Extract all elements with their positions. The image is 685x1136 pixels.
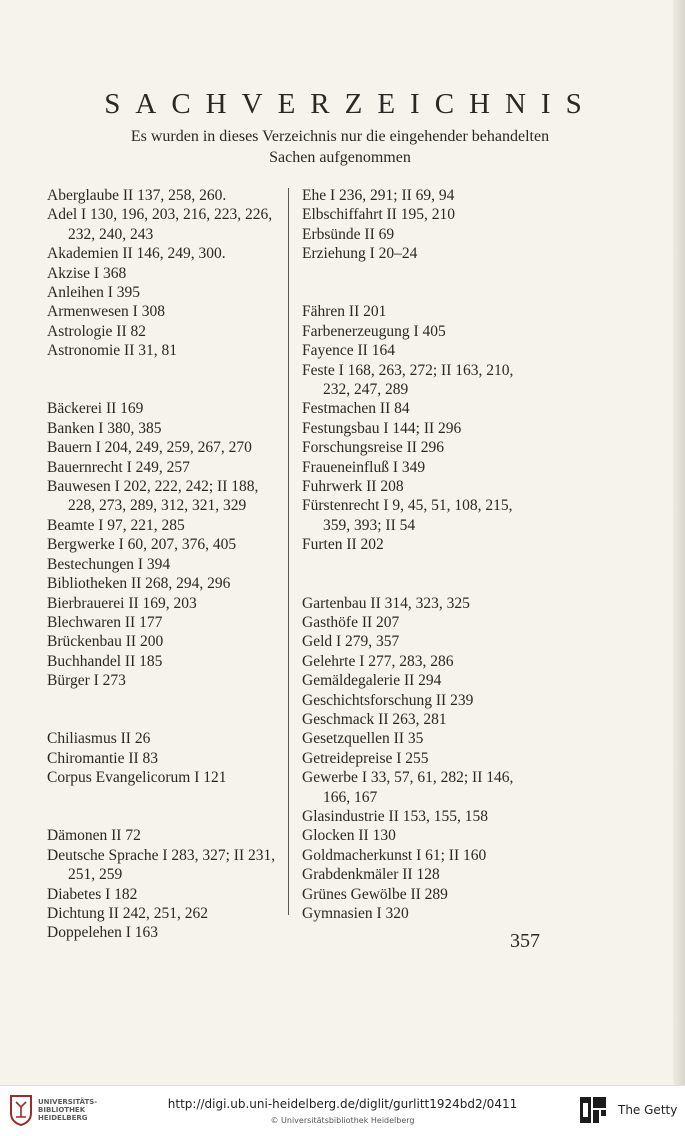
getty-logo-icon <box>578 1095 608 1125</box>
index-entry: Gemäldegalerie II 294 <box>302 672 442 690</box>
copyright-notice: © Universitätsbibliothek Heidelberg <box>270 1116 415 1125</box>
page-title: SACHVERZEICHNIS <box>104 88 597 120</box>
index-entry: Feste I 168, 263, 272; II 163, 210, 232, 247, 289 <box>302 361 514 399</box>
viewer-footer <box>0 1085 685 1136</box>
index-entry: Bibliotheken II 268, 294, 296 <box>47 575 231 593</box>
permalink-url[interactable]: http://digi.ub.uni-heidelberg.de/diglit/gurlitt1924bd2/0411 <box>167 1097 518 1111</box>
index-entry: Elbschiffahrt II 195, 210 <box>302 206 455 224</box>
index-entry: Bauwesen I 202, 222, 242; II 188, 228, 273, 289, 312, 321, 329 <box>47 478 259 515</box>
index-entry: Bierbrauerei II 169, 203 <box>47 594 197 612</box>
index-entry: Diabetes I 182 <box>47 885 138 903</box>
index-entry: Akademien II 146, 249, 300. <box>47 245 226 263</box>
index-entry: Astrologie II 82 <box>47 322 147 340</box>
index-entry: Geschmack II 263, 281 <box>302 710 447 728</box>
index-entry: Glasindustrie II 153, 155, 158 <box>302 807 488 825</box>
index-entry: Glocken II 130 <box>302 827 396 845</box>
subtitle <box>40 126 640 168</box>
index-entry: Erziehung I 20–24 <box>302 245 418 263</box>
index-entry: Gewerbe I 33, 57, 61, 282; II 146, 166, 167 <box>302 769 514 806</box>
index-entry: Dichtung II 242, 251, 262 <box>47 904 209 922</box>
index-entry: Getreidepreise I 255 <box>302 749 429 767</box>
index-entry: Erbsünde II 69 <box>302 225 395 243</box>
index-entry: Bestechungen I 394 <box>47 555 171 573</box>
index-entry: Ehe I 236, 291; II 69, 94 <box>302 187 455 204</box>
index-entry: Festmachen II 84 <box>302 400 410 418</box>
index-entry: Fuhrwerk II 208 <box>302 478 404 496</box>
index-entry: Chiliasmus II 26 <box>47 730 151 748</box>
index-entry: Gartenbau II 314, 323, 325 <box>302 594 470 612</box>
index-entry: Festungsbau I 144; II 296 <box>302 419 462 437</box>
index-entry: Gymnasien I 320 <box>302 905 409 922</box>
index-entry: Brückenbau II 200 <box>47 633 164 651</box>
institution-line: BIBLIOTHEK <box>38 1106 86 1114</box>
index-entry: Bürger I 273 <box>47 672 126 690</box>
page-edge <box>673 0 685 1085</box>
index-entry: Doppelehen I 163 <box>47 924 159 942</box>
column-divider <box>288 188 289 915</box>
subtitle-line-1: Es wurden in dieses Verzeichnis nur die eingehender behandelten <box>130 128 550 145</box>
index-entry: Forschungsreise II 296 <box>302 439 445 457</box>
section-gap <box>302 264 542 303</box>
index-entry: Akzise I 368 <box>47 264 127 282</box>
section-gap <box>47 788 283 827</box>
index-column-right <box>302 186 542 923</box>
section-gap <box>47 691 283 730</box>
index-entry: Dämonen II 72 <box>47 827 141 845</box>
index-entry: Goldmacherkunst I 61; II 160 <box>302 846 487 864</box>
index-entry: Gesetzquellen II 35 <box>302 730 424 748</box>
index-entry: Geschichtsforschung II 239 <box>302 691 474 709</box>
index-entry: Gelehrte I 277, 283, 286 <box>302 652 454 670</box>
index-entry: Fraueneinfluß I 349 <box>302 458 426 476</box>
page-number: 357 <box>510 930 540 952</box>
subtitle-line-2: Sachen aufgenommen <box>269 149 411 166</box>
index-entry: Farbenerzeugung I 405 <box>302 322 446 340</box>
index-entry: Bäckerei II 169 <box>47 400 144 418</box>
institution-line: HEIDELBERG <box>38 1114 88 1122</box>
index-entry: Bauernrecht I 249, 257 <box>47 458 190 476</box>
index-entry: Banken I 380, 385 <box>47 419 162 437</box>
index-entry: Gasthöfe II 207 <box>302 613 400 631</box>
index-entry: Deutsche Sprache I 283, 327; II 231, 251, 259 <box>47 846 276 884</box>
index-entry: Bauern I 204, 249, 259, 267, 270 <box>47 439 252 457</box>
index-entry: Aberglaube II 137, 258, 260. <box>47 187 227 204</box>
index-entry: Grabdenkmäler II 128 <box>302 866 440 884</box>
index-entry: Furten II 202 <box>302 536 384 554</box>
index-entry: Fähren II 201 <box>302 303 387 321</box>
section-gap <box>47 361 283 400</box>
section-gap <box>302 555 542 594</box>
index-entry: Buchhandel II 185 <box>47 652 163 670</box>
index-entry: Beamte I 97, 221, 285 <box>47 516 185 534</box>
index-entry: Corpus Evangelicorum I 121 <box>47 769 227 787</box>
index-entry: Blechwaren II 177 <box>47 613 163 631</box>
index-entry: Geld I 279, 357 <box>302 633 400 651</box>
index-entry: Grünes Gewölbe II 289 <box>302 885 448 903</box>
index-entry: Fayence II 164 <box>302 342 395 360</box>
index-entry: Anleihen I 395 <box>47 284 140 302</box>
index-entry: Astronomie II 31, 81 <box>47 342 178 360</box>
index-entry: Bergwerke I 60, 207, 376, 405 <box>47 536 237 554</box>
partner-name: The Getty <box>618 1103 678 1117</box>
institution-line: UNIVERSITÄTS- <box>38 1098 98 1106</box>
index-entry: Fürstenrecht I 9, 45, 51, 108, 215, 359, 393; II 54 <box>302 497 513 534</box>
index-entry: Armenwesen I 308 <box>47 303 165 321</box>
index-entry: Chiromantie II 83 <box>47 749 159 767</box>
index-entry: Adel I 130, 196, 203, 216, 223, 226, 232, 240, 243 <box>47 206 273 243</box>
index-column-left <box>47 186 283 943</box>
